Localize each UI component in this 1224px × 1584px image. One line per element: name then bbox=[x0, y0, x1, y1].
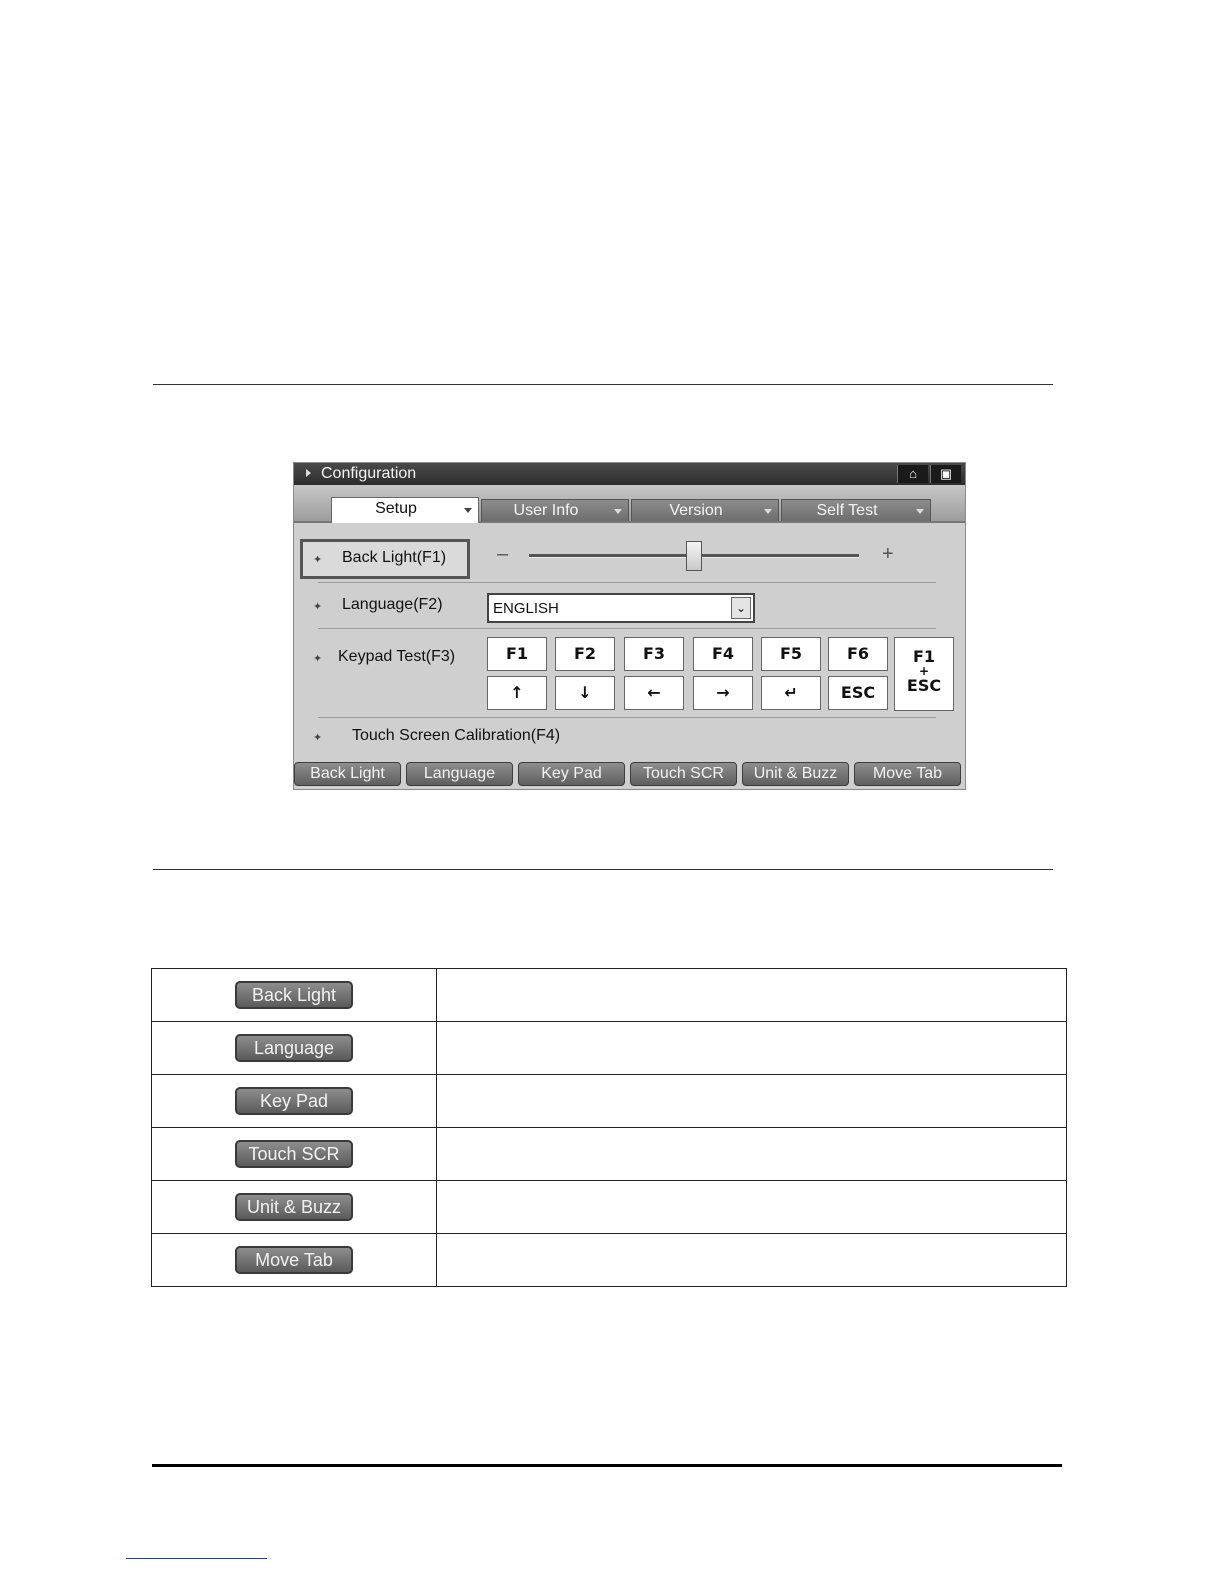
tab-label: Version bbox=[669, 502, 723, 519]
chevron-down-icon bbox=[464, 508, 472, 513]
button-reference-table bbox=[151, 968, 1067, 1287]
minus-icon[interactable]: – bbox=[497, 543, 509, 565]
key-f1-esc-combo[interactable] bbox=[894, 637, 954, 711]
table-row bbox=[152, 1022, 1067, 1075]
bullet-icon: ✦ bbox=[313, 554, 323, 566]
keypad-test-label: Keypad Test(F3) bbox=[338, 648, 456, 665]
expand-arrow-icon bbox=[306, 469, 311, 477]
combo-line-1: F1 bbox=[912, 647, 936, 666]
table-row bbox=[152, 969, 1067, 1022]
table-row bbox=[152, 1075, 1067, 1128]
table-cell-description bbox=[437, 1022, 1067, 1075]
language-button[interactable]: Language bbox=[406, 762, 513, 786]
home-icon[interactable]: ⌂ bbox=[897, 465, 928, 483]
table-row bbox=[152, 1181, 1067, 1234]
table-cell-description bbox=[437, 1075, 1067, 1128]
table-row bbox=[152, 1128, 1067, 1181]
footer-link-underline bbox=[126, 1558, 267, 1559]
table-cell-description bbox=[437, 1234, 1067, 1287]
table-cell-button bbox=[152, 1181, 437, 1234]
left-arrow-icon[interactable]: ← bbox=[624, 676, 684, 710]
table-cell-button bbox=[152, 969, 437, 1022]
table-cell-button bbox=[152, 1128, 437, 1181]
enter-icon[interactable]: ↵ bbox=[761, 676, 821, 710]
touch-calibration-label[interactable]: Touch Screen Calibration(F4) bbox=[352, 727, 561, 744]
row-separator bbox=[318, 582, 936, 583]
combo-line-3: ESC bbox=[906, 676, 942, 695]
key-esc[interactable]: ESC bbox=[828, 676, 888, 710]
back-light-label: Back Light(F1) bbox=[342, 549, 447, 566]
unit-buzz-button[interactable]: Unit & Buzz bbox=[742, 762, 849, 786]
tab-version[interactable] bbox=[631, 499, 779, 521]
touch-scr-button[interactable]: Touch SCR bbox=[235, 1140, 353, 1168]
table-cell-button bbox=[152, 1234, 437, 1287]
key-f6[interactable]: F6 bbox=[828, 637, 888, 671]
chevron-down-icon[interactable]: ⌄ bbox=[731, 597, 751, 619]
move-tab-button[interactable]: Move Tab bbox=[854, 762, 961, 786]
chevron-down-icon bbox=[916, 509, 924, 514]
tab-label: Self Test bbox=[816, 502, 878, 519]
window-title: Configuration bbox=[321, 465, 417, 482]
key-f3[interactable]: F3 bbox=[624, 637, 684, 671]
unit-buzz-button[interactable]: Unit & Buzz bbox=[235, 1193, 353, 1221]
plus-icon[interactable]: + bbox=[882, 543, 894, 565]
title-bar bbox=[294, 463, 965, 485]
chevron-down-icon bbox=[614, 509, 622, 514]
language-value: ENGLISH bbox=[493, 600, 559, 617]
touch-scr-button[interactable]: Touch SCR bbox=[630, 762, 737, 786]
configuration-window bbox=[293, 462, 966, 790]
bottom-rule bbox=[152, 1464, 1062, 1467]
tab-user-info[interactable] bbox=[481, 499, 629, 521]
key-f1[interactable]: F1 bbox=[487, 637, 547, 671]
right-arrow-icon[interactable]: → bbox=[693, 676, 753, 710]
key-pad-button[interactable]: Key Pad bbox=[518, 762, 625, 786]
row-separator bbox=[318, 717, 936, 718]
language-select[interactable] bbox=[487, 593, 755, 623]
camera-icon[interactable]: ▣ bbox=[930, 465, 961, 483]
row-separator bbox=[318, 628, 936, 629]
key-f4[interactable]: F4 bbox=[693, 637, 753, 671]
table-cell-button bbox=[152, 1022, 437, 1075]
combo-plus: + bbox=[918, 664, 930, 678]
back-light-button[interactable]: Back Light bbox=[294, 762, 401, 786]
up-arrow-icon[interactable]: ↑ bbox=[487, 676, 547, 710]
bullet-icon: ✦ bbox=[313, 653, 323, 665]
table-cell-description bbox=[437, 969, 1067, 1022]
key-f5[interactable]: F5 bbox=[761, 637, 821, 671]
tab-setup[interactable] bbox=[331, 497, 479, 523]
language-label: Language(F2) bbox=[342, 596, 443, 613]
middle-divider bbox=[153, 869, 1053, 870]
language-button[interactable]: Language bbox=[235, 1034, 353, 1062]
key-pad-button[interactable]: Key Pad bbox=[235, 1087, 353, 1115]
top-divider bbox=[153, 384, 1053, 385]
tab-self-test[interactable] bbox=[781, 499, 931, 521]
down-arrow-icon[interactable]: ↓ bbox=[555, 676, 615, 710]
back-light-slider-thumb[interactable] bbox=[686, 541, 702, 571]
bullet-icon: ✦ bbox=[313, 601, 323, 613]
table-cell-description bbox=[437, 1181, 1067, 1234]
bullet-icon: ✦ bbox=[313, 732, 323, 744]
back-light-button[interactable]: Back Light bbox=[235, 981, 353, 1009]
tab-strip bbox=[294, 485, 965, 523]
key-f2[interactable]: F2 bbox=[555, 637, 615, 671]
table-cell-description bbox=[437, 1128, 1067, 1181]
table-cell-button bbox=[152, 1075, 437, 1128]
chevron-down-icon bbox=[764, 509, 772, 514]
move-tab-button[interactable]: Move Tab bbox=[235, 1246, 353, 1274]
table-row bbox=[152, 1234, 1067, 1287]
tab-label: Setup bbox=[375, 500, 417, 517]
tab-label: User Info bbox=[513, 502, 579, 519]
